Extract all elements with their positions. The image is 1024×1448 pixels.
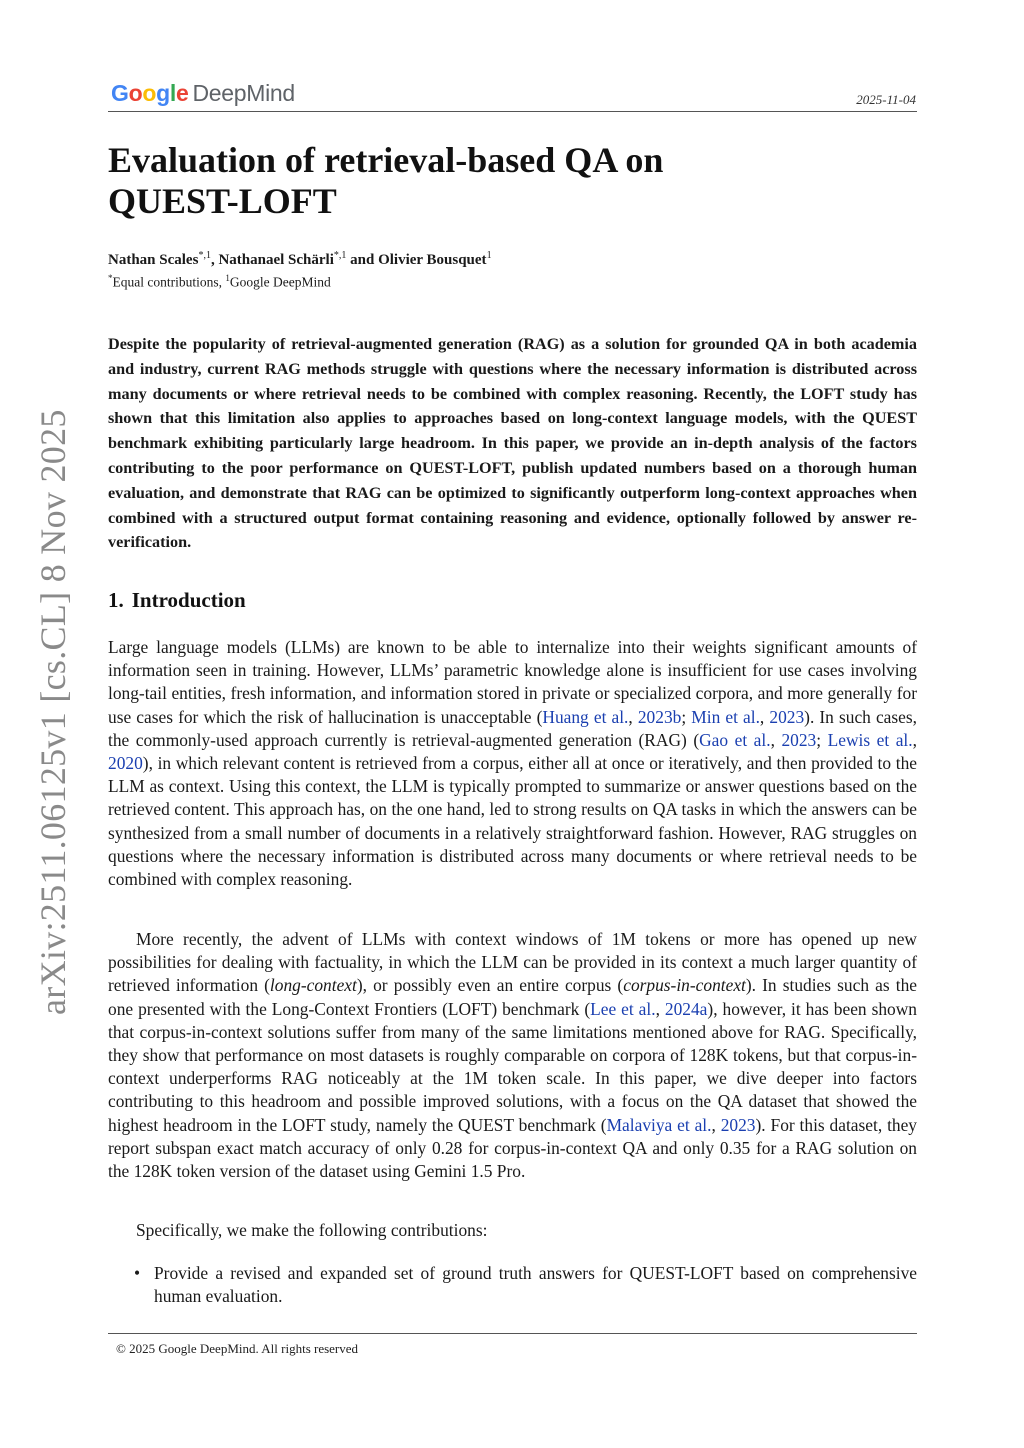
citation-link[interactable]: 2024a <box>664 998 708 1019</box>
affiliations <box>108 273 331 291</box>
paragraph-text: More recently, the advent of LLMs with context windows of 1M tokens or more has opened up new possibilities for dealing with factuality, in which the LLM can be provided in its context a much larger quantity of retrieved information ( <box>108 929 917 996</box>
author-name: Olivier Bousquet <box>378 252 487 268</box>
paragraph-text: , <box>655 998 665 1019</box>
citation-link[interactable]: Huang et al. <box>542 706 629 727</box>
paragraph-text: ), or possibly even an entire corpus ( <box>356 975 624 996</box>
paragraph-text: ). For this dataset, they report subspan exact match accuracy of only 0.28 for corpus-in-context QA and only 0.35 for a RAG solution on the 128K token version of the dataset using Gemini 1.5 Pro. <box>108 1114 918 1182</box>
logo-letter: g <box>156 80 170 106</box>
intro-paragraph <box>108 928 917 1183</box>
list-item-text: Provide a revised and expanded set of ground truth answers for QUEST-LOFT based on comprehensive human evaluation. <box>154 1263 917 1307</box>
author-affiliation-mark: *,1 <box>198 250 211 261</box>
logo-letter: o <box>128 80 143 106</box>
header-divider <box>108 111 917 112</box>
title-line: Evaluation of retrieval-based QA on <box>108 140 664 180</box>
paragraph-text: ). In studies such as the one presented with the Long-Context Frontiers (LOFT) benchmark ( <box>108 975 917 1019</box>
paragraph-text: ), in which relevant content is retrieved from a corpus, either all at once or iteratively, and then provided to the LLM as context. Using this context, the LLM is typically prompted to summarize or answer questions based on the retrieved content. This approach has, on the one hand, led to strong results on QA tasks in which the answers can be synthesized from a small number of documents in a relatively straightforward fashion. However, RAG struggles on questions where the necessary information is distributed across many documents or where retrieval needs to be combined with complex reasoning. <box>108 753 917 890</box>
logo-letter: l <box>169 80 176 106</box>
section-number: 1. <box>108 588 124 612</box>
citation-link[interactable]: Lee et al. <box>590 998 656 1019</box>
paragraph-text: , <box>628 706 638 727</box>
google-deepmind-logo <box>111 80 295 107</box>
author-name: Nathanael Schärli <box>218 252 334 268</box>
paragraph-text: , <box>770 729 782 750</box>
author-affiliation-mark: 1 <box>486 250 492 261</box>
affiliation-name: Google DeepMind <box>229 274 331 290</box>
citation-link[interactable]: 2023 <box>781 729 817 750</box>
arxiv-side-label: arXiv:2511.06125v1 [cs.CL] 8 Nov 2025 <box>33 409 73 1015</box>
author-separator: , <box>210 252 219 268</box>
paragraph-text: , <box>711 1114 721 1135</box>
title-line: QUEST-LOFT <box>108 181 337 221</box>
citation-link[interactable]: Lewis et al. <box>827 729 913 750</box>
section-heading-introduction <box>108 588 246 613</box>
author-list <box>108 250 492 269</box>
citation-link[interactable]: Malaviya et al. <box>606 1114 712 1135</box>
affiliation-mark: 1 <box>225 273 230 283</box>
logo-letter: e <box>175 80 189 106</box>
author-affiliation-mark: *,1 <box>333 250 347 261</box>
paragraph-text: , <box>912 729 917 750</box>
italic-term: corpus-in-context <box>623 975 746 996</box>
equal-contribution-mark: * <box>108 273 113 283</box>
contributions-list <box>108 1262 917 1308</box>
contributions-intro: Specifically, we make the following contributions: <box>136 1220 488 1240</box>
author-name: Nathan Scales <box>108 252 199 268</box>
paragraph-text: ; <box>681 706 692 727</box>
paragraph-text: , <box>759 706 770 727</box>
citation-link[interactable]: 2020 <box>108 753 143 774</box>
citation-link[interactable]: 2023 <box>720 1114 756 1135</box>
bullet-marker: • <box>134 1263 141 1283</box>
section-title: Introduction <box>131 588 246 612</box>
paragraph-text: ). In such cases, the commonly-used approach currently is retrieval-augmented generation (RAG) ( <box>108 706 917 750</box>
citation-link[interactable]: Gao et al. <box>699 729 771 750</box>
citation-link[interactable]: 2023b <box>637 706 682 727</box>
logo-letter: o <box>142 80 157 106</box>
paragraph-text: Large language models (LLMs) are known to be able to internalize into their weights significant amounts of information seen in training. However, LLMs’ parametric knowledge alone is insufficient for use cases involving long-tail entities, fresh information, and information stored in private or specialized corpora, and more generally for use cases for which the risk of hallucination is unacceptable ( <box>108 637 917 727</box>
author-separator: and <box>346 252 379 268</box>
publication-date: 2025-11-04 <box>856 92 916 107</box>
logo-product-name: DeepMind <box>192 80 295 106</box>
footer-divider <box>108 1333 917 1334</box>
list-item <box>108 1262 917 1308</box>
abstract: Despite the popularity of retrieval-augmented generation (RAG) as a solution for grounded QA in both academia and industry, current RAG methods struggle with questions where the necessary information is distributed across many documents or where retrieval needs to be combined with complex reasoning. Recently, the LOFT study has shown that this limitation also applies to approaches based on long-context language models, with the QUEST benchmark exhibiting particularly large headroom. In this paper, we provide an in-depth analysis of the factors contributing to the poor performance on QUEST-LOFT, publish updated numbers based on a thorough human evaluation, and demonstrate that RAG can be optimized to significantly outperform long-context approaches when combined with a structured output format containing reasoning and evidence, optionally followed by answer re-verification. <box>108 335 917 552</box>
intro-paragraph <box>108 636 917 891</box>
copyright-footer: © 2025 Google DeepMind. All rights reserved <box>116 1341 359 1356</box>
logo-letter: G <box>111 80 129 106</box>
equal-contribution-note: Equal contributions, <box>112 274 226 290</box>
citation-link[interactable]: Min et al. <box>691 706 760 727</box>
paragraph-text: ; <box>816 729 828 750</box>
italic-term: long-context <box>269 975 357 996</box>
citation-link[interactable]: 2023 <box>769 706 805 727</box>
paper-title <box>108 140 908 222</box>
paragraph-text: ), however, it has been shown that corpus-in-context solutions suffer from many of the same limitations mentioned above for RAG. Specifically, they show that performance on most datasets is roughly comparable on corpora of 128K tokens, but that corpus-in-context underperforms RAG noticeably at the 1M token scale. In this paper, we dive deeper into factors contributing to this headroom and possible improved solutions, with a focus on the QA dataset that showed the highest headroom in the LOFT study, namely the QUEST benchmark ( <box>108 998 917 1135</box>
